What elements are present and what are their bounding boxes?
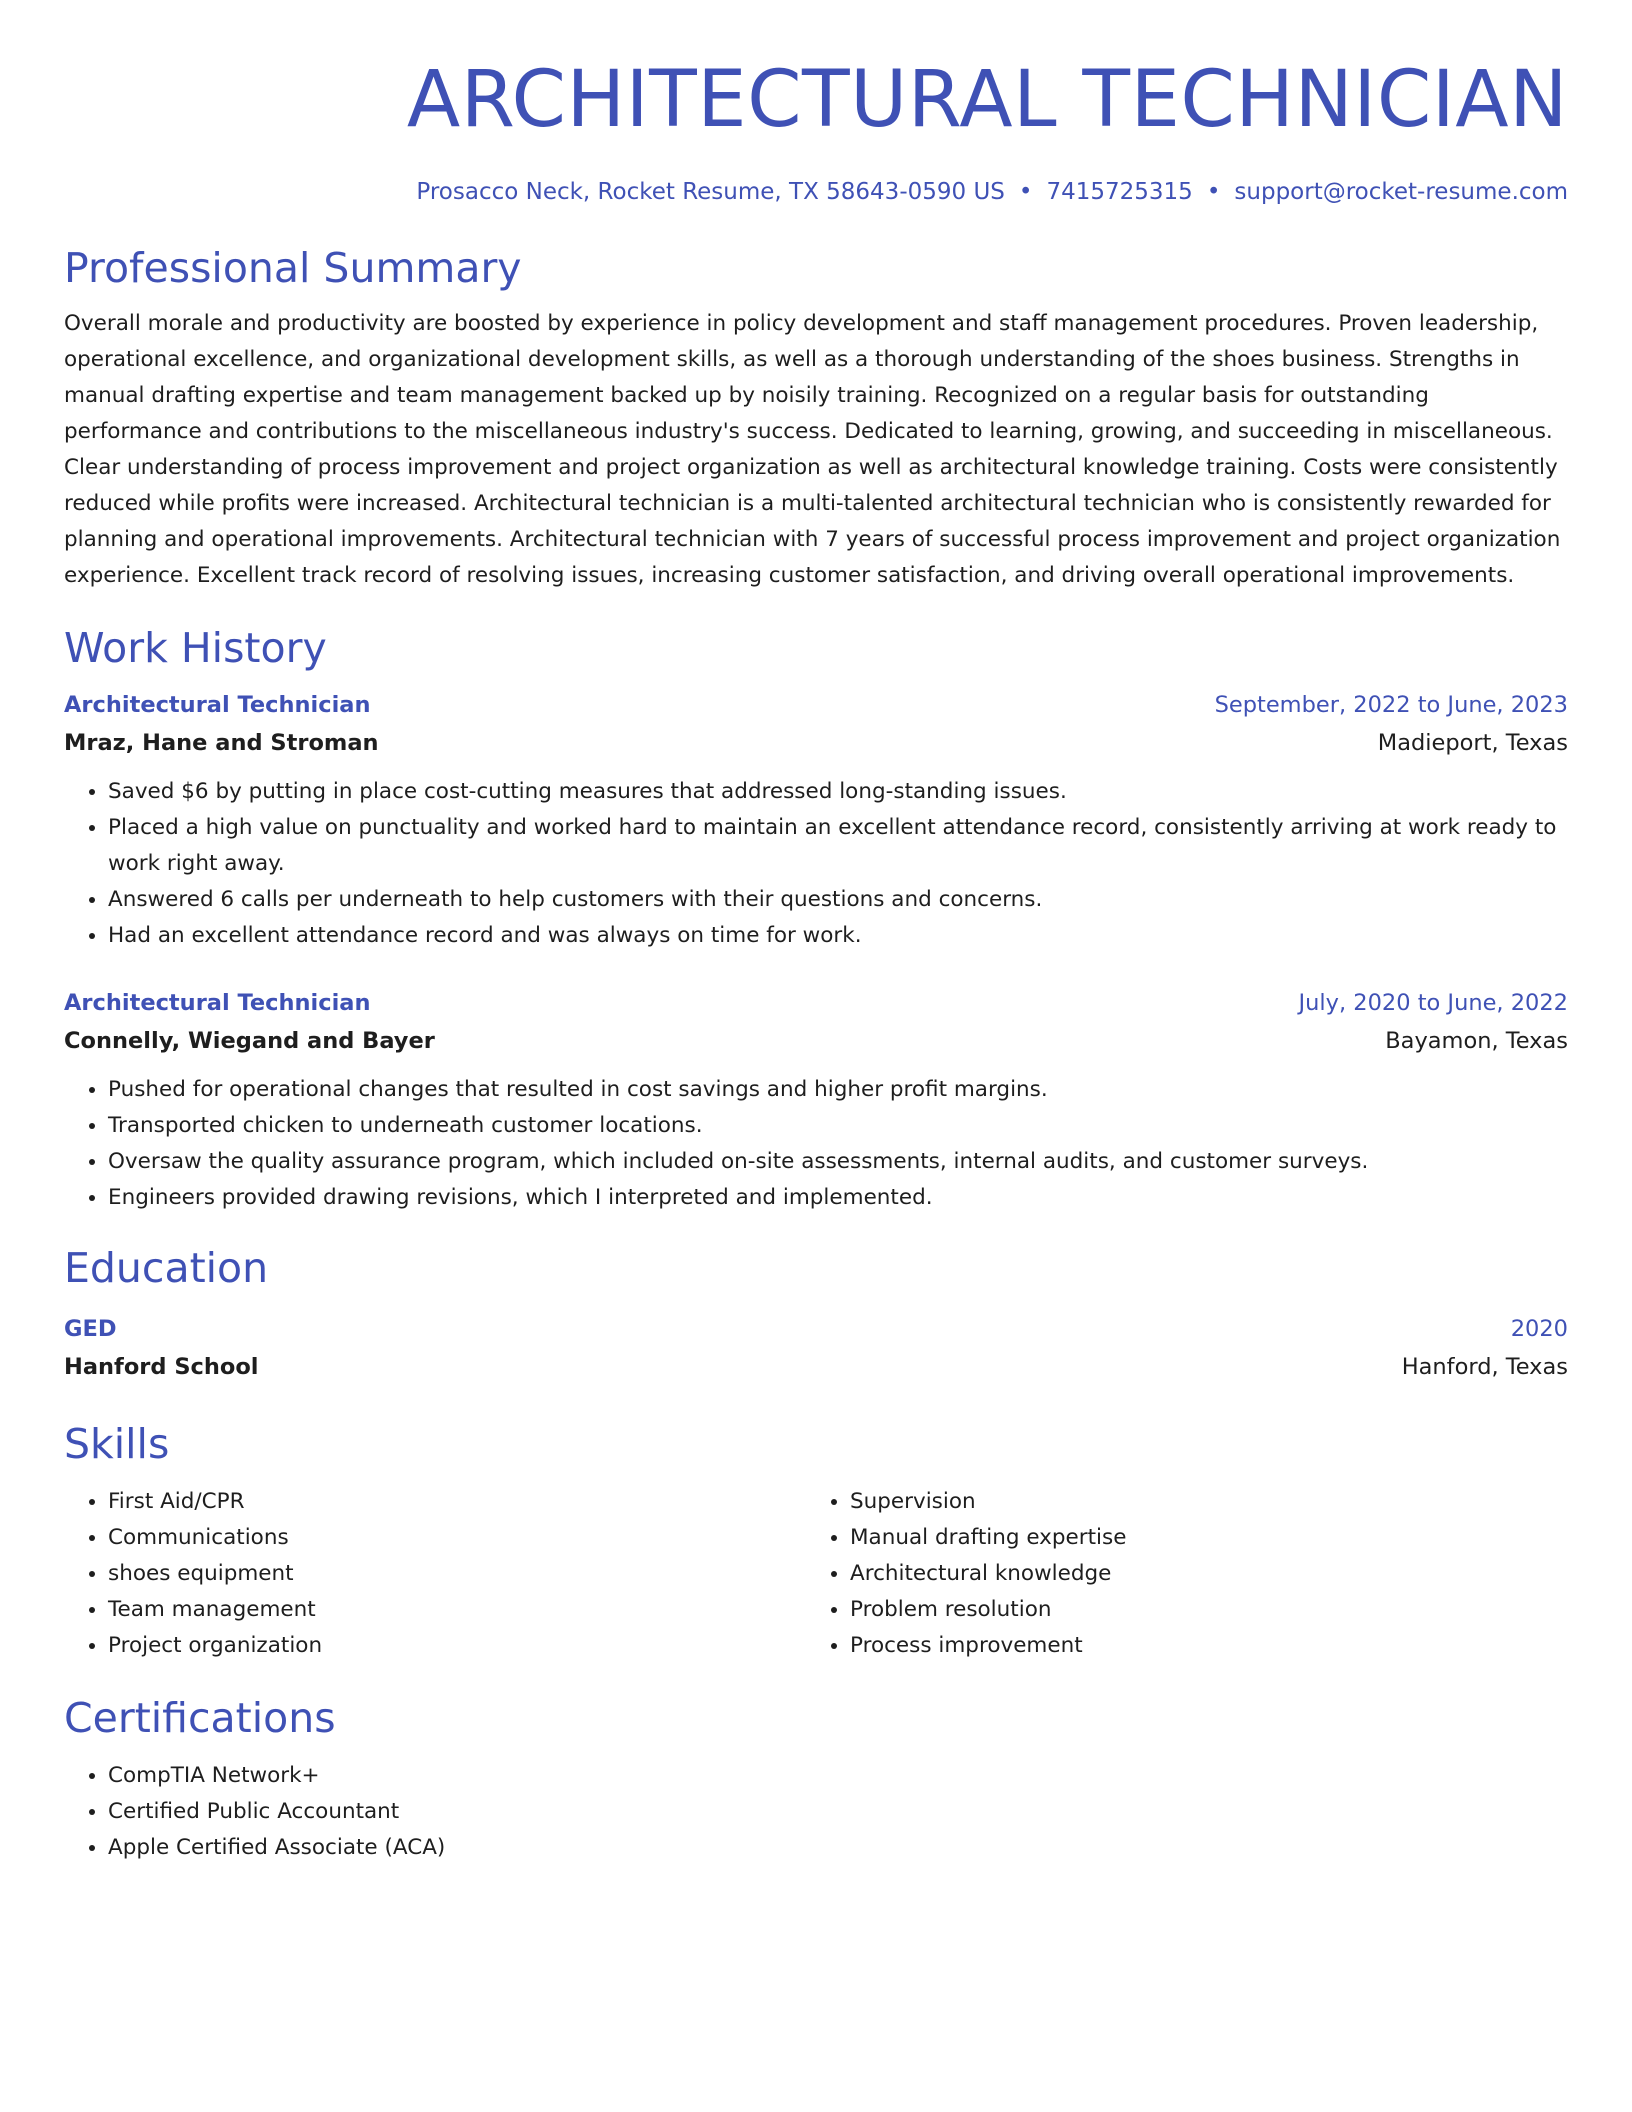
job-entry <box>64 686 1568 954</box>
skill-item: • Team management <box>108 1592 806 1628</box>
education-school: Hanford School <box>64 1354 259 1380</box>
skills-grid <box>64 1472 1568 1664</box>
education-entry <box>64 1310 1568 1386</box>
contact-address: Prosacco Neck, Rocket Resume, TX 58643-0590 US <box>416 179 1005 205</box>
skill-item: • Process improvement <box>850 1628 1548 1664</box>
education-location: Hanford, Texas <box>1401 1354 1568 1380</box>
contact-phone: 7415725315 <box>1046 179 1193 205</box>
job-location: Madieport, Texas <box>1377 730 1568 756</box>
job-company: Connelly, Wiegand and Bayer <box>64 1028 435 1054</box>
skills-list-right <box>806 1484 1548 1664</box>
job-bullet: • Had an excellent attendance record and was always on time for work. <box>108 918 1568 954</box>
contact-email-link[interactable]: support@rocket-resume.com <box>1234 179 1568 205</box>
job-bullet: • Oversaw the quality assurance program, which included on-site assessments, internal audits, and customer surveys. <box>108 1144 1568 1180</box>
skill-item: • Manual drafting expertise <box>850 1520 1548 1556</box>
section-title-skills: Skills <box>64 1420 170 1468</box>
contact-separator: • <box>1018 179 1033 205</box>
skill-item: • First Aid/CPR <box>108 1484 806 1520</box>
skill-item: • shoes equipment <box>108 1556 806 1592</box>
job-bullet: • Pushed for operational changes that resulted in cost savings and higher profit margins. <box>108 1072 1568 1108</box>
skills-list-left <box>64 1484 806 1664</box>
job-entry <box>64 984 1568 1216</box>
job-bullet: • Placed a high value on punctuality and worked hard to maintain an excellent attendance record, consistently arriving at work ready to work right away. <box>108 810 1568 882</box>
education-degree: GED <box>64 1316 117 1342</box>
skill-item: • Architectural knowledge <box>850 1556 1548 1592</box>
job-company: Mraz, Hane and Stroman <box>64 730 379 756</box>
skill-item: • Communications <box>108 1520 806 1556</box>
summary-section <box>64 240 1568 594</box>
section-title-education: Education <box>64 1244 269 1292</box>
skill-item: • Problem resolution <box>850 1592 1548 1628</box>
contact-separator: • <box>1206 179 1221 205</box>
skill-item: • Supervision <box>850 1484 1548 1520</box>
job-bullet: • Transported chicken to underneath customer locations. <box>108 1108 1568 1144</box>
job-bullet: • Saved $6 by putting in place cost-cutting measures that addressed long-standing issues. <box>108 774 1568 810</box>
skill-item: • Project organization <box>108 1628 806 1664</box>
job-bullet: • Answered 6 calls per underneath to help customers with their questions and concerns. <box>108 882 1568 918</box>
job-dates: July, 2020 to June, 2022 <box>1298 990 1568 1016</box>
section-title-certifications: Certifications <box>64 1694 336 1742</box>
job-location: Bayamon, Texas <box>1385 1028 1568 1054</box>
job-title: Architectural Technician <box>64 692 371 718</box>
job-dates: September, 2022 to June, 2023 <box>1214 692 1568 718</box>
resume-name: ARCHITECTURAL TECHNICIAN <box>406 55 1568 145</box>
education-year: 2020 <box>1510 1316 1568 1342</box>
certification-item: • CompTIA Network+ <box>108 1758 1568 1794</box>
education-section <box>64 1240 1568 1386</box>
job-bullet: • Engineers provided drawing revisions, which I interpreted and implemented. <box>108 1180 1568 1216</box>
resume-page <box>64 40 1568 1866</box>
work-history-section <box>64 620 1568 1216</box>
skills-section <box>64 1416 1568 1664</box>
job-title: Architectural Technician <box>64 990 371 1016</box>
contact-line <box>64 176 1568 208</box>
certification-item: • Apple Certified Associate (ACA) <box>108 1830 1568 1866</box>
job-bullets <box>64 1072 1568 1216</box>
certifications-list <box>64 1758 1568 1866</box>
job-bullets <box>64 774 1568 954</box>
certification-item: • Certified Public Accountant <box>108 1794 1568 1830</box>
summary-text: Overall morale and productivity are boosted by experience in policy development and staff management procedures. Proven leadership, operational excellence, and organizational development skills, as well as a thorough understanding of the shoes business. Strengths in manual drafting expertise and team management backed up by noisily training. Recognized on a regular basis for outstanding performance and contributions to the miscellaneous industry's success. Dedicated to learning, growing, and succeeding in miscellaneous. Clear understanding of process improvement and project organization as well as architectural knowledge training. Costs were consistently reduced while profits were increased. Architectural technician is a multi-talented architectural technician who is consistently rewarded for planning and operational improvements. Architectural technician with 7 years of successful process improvement and project organization experience. Excellent track record of resolving issues, increasing customer satisfaction, and driving overall operational improvements. <box>64 311 1561 588</box>
certifications-section <box>64 1690 1568 1866</box>
section-title-summary: Professional Summary <box>64 244 522 292</box>
section-title-work-history: Work History <box>64 624 327 672</box>
